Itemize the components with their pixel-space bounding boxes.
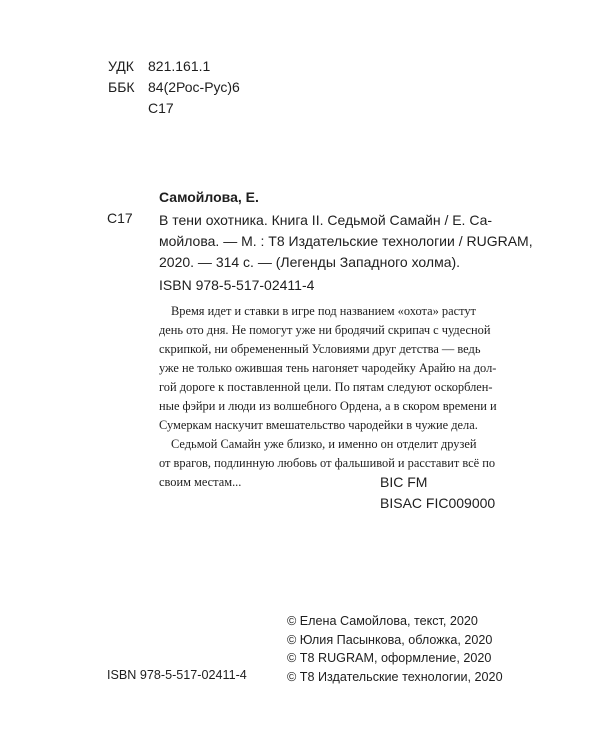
copyright-line: © Елена Самойлова, текст, 2020: [287, 614, 478, 628]
biblio-line: В тени охотника. Книга II. Седьмой Самайн / Е. Са-: [159, 212, 493, 228]
annotation-line: уже не только ожившая тень нагоняет чародейку Арайю на дол-: [159, 361, 497, 375]
bisac-code: BISAC FIC009000: [380, 495, 496, 511]
author-name: Самойлова, Е.: [159, 189, 259, 205]
annotation-line: Седьмой Самайн уже близко, и именно он отделит друзей: [171, 437, 477, 451]
annotation-line: день ото дня. Не помогут уже ни бродячий скрипач с чудесной: [159, 323, 491, 337]
udk-value: 821.161.1: [148, 58, 211, 74]
copyright-block: [287, 612, 503, 686]
copyright-line: © Юлия Пасынкова, обложка, 2020: [287, 632, 493, 647]
annotation-line: гой дороге к поставленной цели. По пятам следуют оскорблен-: [159, 380, 493, 394]
copyright-line: © Т8 RUGRAM, оформление, 2020: [287, 651, 492, 665]
bbk-value: 84(2Рос-Рус)6: [148, 79, 240, 95]
udk-row: [108, 56, 240, 77]
bbk-label: ББК: [108, 79, 135, 95]
isbn-bottom: ISBN 978-5-517-02411-4: [107, 668, 247, 682]
annotation-line: от врагов, подлинную любовь от фальшивой и расставит всё по: [159, 456, 496, 470]
biblio-line: мойлова. — М. : Т8 Издательские технологии / RUGRAM,: [159, 233, 533, 249]
author-mark-2: С17: [107, 210, 133, 226]
annotation-line: Сумеркам наскучит вмешательство чародейки в чужие дела.: [159, 418, 478, 432]
classification-block: [108, 56, 240, 119]
copyright-line: © Т8 Издательские технологии, 2020: [287, 669, 503, 684]
bibliographic-description: [159, 210, 533, 273]
annotation-line: скрипкой, ни обремененный Условиями друг детства — ведь: [159, 342, 481, 356]
annotation-line: Время идет и ставки в игре под названием «охота» растут: [171, 304, 476, 318]
annotation: [159, 302, 497, 492]
annotation-line: своим местам...: [159, 475, 242, 489]
annotation-line: ные фэйри и люди из волшебного Ордена, а в скором времени и: [159, 399, 497, 413]
bic-code: BIC FM: [380, 474, 428, 490]
author-mark-row: [108, 98, 240, 119]
biblio-line: 2020. — 314 с. — (Легенды Западного холма).: [159, 254, 461, 270]
author-mark: С17: [148, 100, 174, 116]
bbk-row: [108, 77, 240, 98]
isbn-top: ISBN 978-5-517-02411-4: [159, 277, 315, 293]
subject-codes: [380, 472, 495, 514]
udk-label: УДК: [108, 58, 134, 74]
